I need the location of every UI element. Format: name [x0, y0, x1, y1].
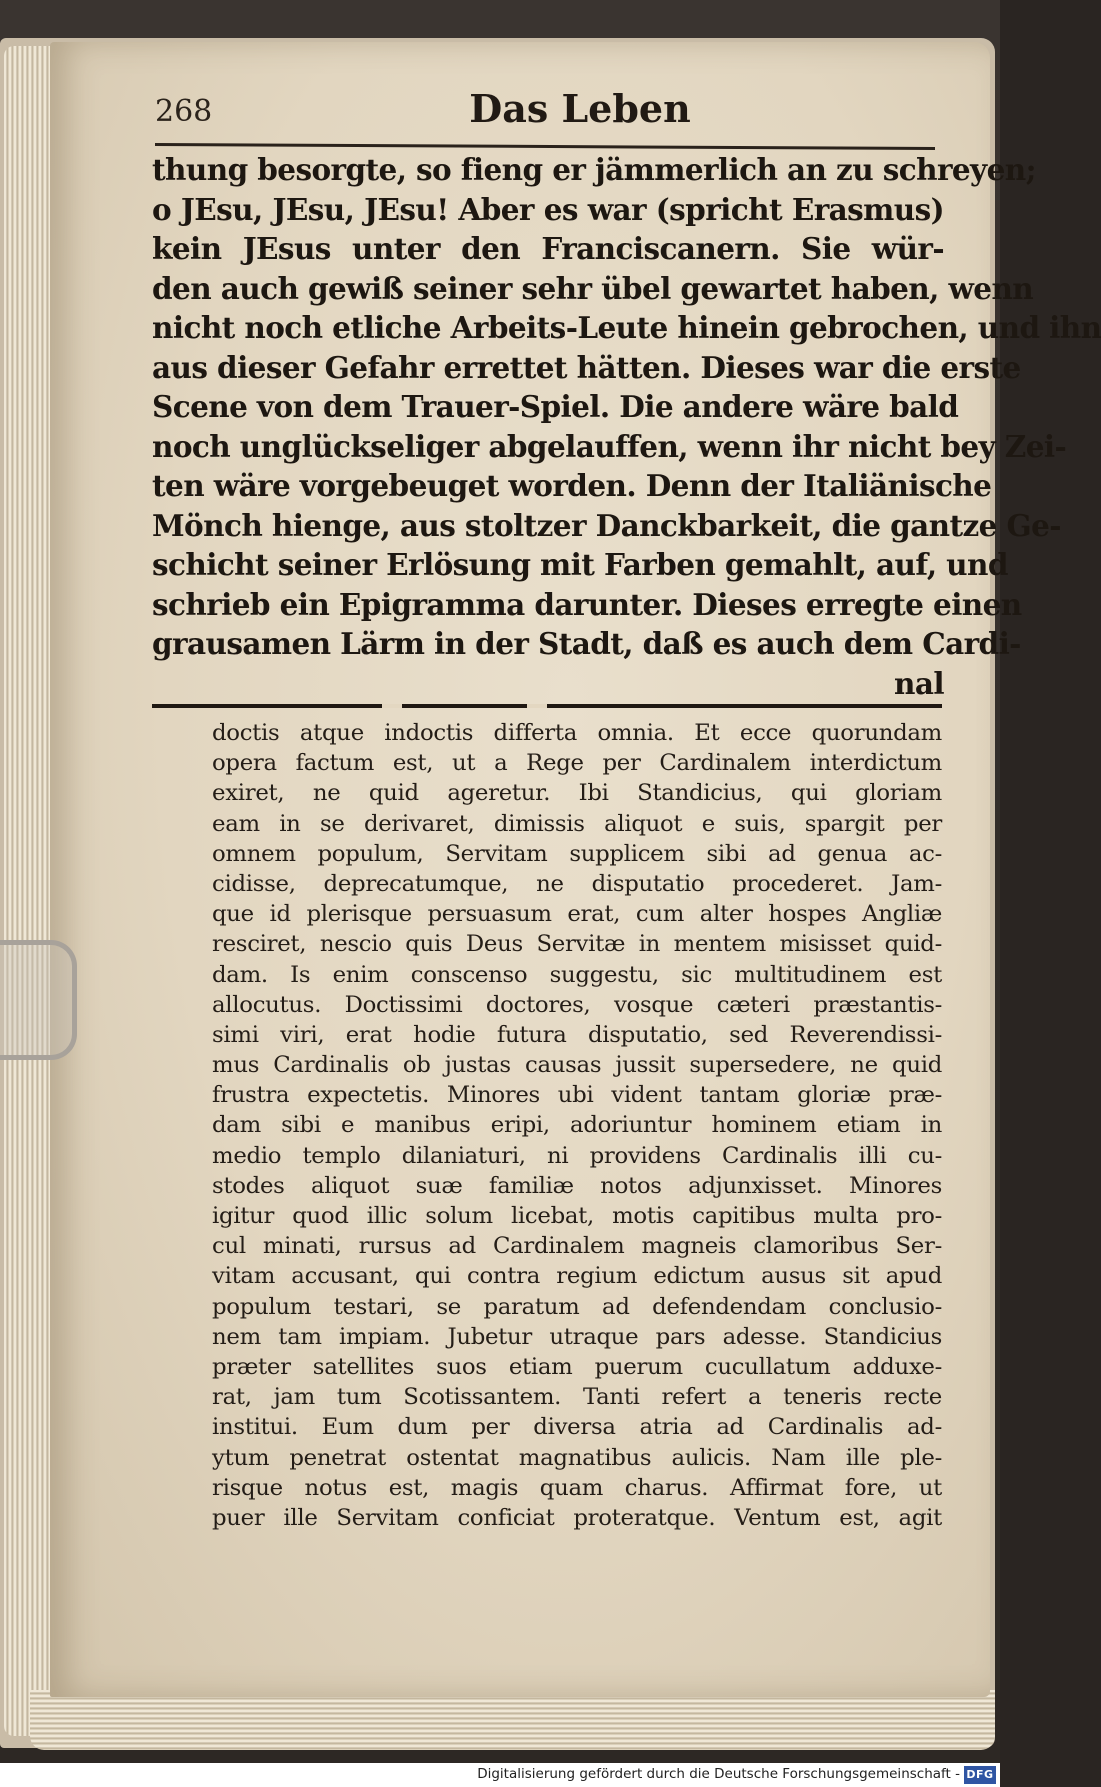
footnote-line: resciret, nescio quis Deus Servitæ in mentem misisset quid-	[212, 931, 942, 958]
page-clip	[0, 940, 77, 1060]
page-edges-left	[4, 46, 52, 1736]
footnote-line: doctis atque indoctis differta omnia. Et ecce quorundam	[212, 720, 942, 746]
digitization-credit-bar	[0, 1763, 1000, 1787]
footnote-line: institui. Eum dum per diversa atria ad Cardinalis ad-	[212, 1414, 942, 1441]
footnote-line: nem tam impiam. Jubetur utraque pars adesse. Standicius	[212, 1323, 942, 1350]
footnote-line: opera factum est, ut a Rege per Cardinalem interdictum	[212, 750, 942, 777]
running-head	[155, 82, 955, 142]
main-text-line: Mönch hienge, aus stoltzer Danckbarkeit, die gantze Ge-	[152, 507, 1061, 543]
main-text-line: Scene von dem Trauer-Spiel. Die andere wäre bald	[152, 389, 959, 424]
main-text-line: ten wäre vorgebeuget worden. Denn der Italiänische	[152, 468, 992, 503]
main-text-line: thung besorgte, so fieng er jämmerlich an zu schreyen;	[152, 152, 1036, 187]
footnote-line: mus Cardinalis ob justas causas jussit supersedere, ne quid	[212, 1052, 942, 1079]
footnote-line: stodes aliquot suæ familiæ notos adjunxisset. Minores	[212, 1172, 942, 1199]
footnote-line: puer ille Servitam conficiat proteratque. Ventum est, agit	[212, 1504, 942, 1531]
running-title: Das Leben	[469, 86, 691, 131]
footnote-line: medio templo dilaniaturi, ni providens Cardinalis illi cu-	[212, 1142, 942, 1169]
main-text-line: schicht seiner Erlösung mit Farben gemahlt, auf, und	[152, 547, 1008, 582]
footnote-line: rat, jam tum Scotissantem. Tanti refert a teneris recte	[212, 1384, 942, 1411]
footnote-line: dam. Is enim conscenso suggestu, sic multitudinem est	[212, 961, 942, 988]
rule-gap	[527, 704, 547, 708]
main-text-line: schrieb ein Epigramma darunter. Dieses erregte einen	[152, 586, 1022, 622]
footnote-line: dam sibi e manibus eripi, adoriuntur hominem etiam in	[212, 1112, 942, 1139]
main-text-line: noch unglückseliger abgelauffen, wenn ihr nicht bey Zei-	[152, 428, 1067, 464]
footnote-line: vitam accusant, qui contra regium edictum ausus sit apud	[212, 1263, 942, 1290]
footnote-line: frustra expectetis. Minores ubi vident tantam gloriæ præ-	[212, 1082, 942, 1109]
footnote-line: populum testari, se paratum ad defendendam conclusio-	[212, 1293, 942, 1320]
footnote-line: igitur quod illic solum licebat, motis capitibus multa pro-	[212, 1203, 942, 1229]
footnote-line: exiret, ne quid ageretur. Ibi Standicius, qui gloriam	[212, 780, 942, 807]
rule-gap	[382, 704, 402, 708]
main-text-block	[152, 150, 1101, 703]
footnote-separator-rule	[152, 704, 942, 708]
main-text-line: aus dieser Gefahr errettet hätten. Dieses war die erste	[152, 349, 1021, 385]
footnote-line: ytum penetrat ostentat magnatibus aulicis. Nam ille ple-	[212, 1444, 942, 1471]
digitization-credit: Digitalisierung gefördert durch die Deutsche Forschungsgemeinschaft -	[477, 1766, 960, 1782]
footnote-line: omnem populum, Servitam supplicem sibi ad genua ac-	[212, 840, 942, 867]
footnote-line: eam in se derivaret, dimissis aliquot e suis, spargit per	[212, 810, 942, 837]
footnote-line: allocutus. Doctissimi doctores, vosque cæteri præstantis-	[212, 991, 942, 1018]
footnote-block	[212, 718, 942, 1533]
main-text-line: o JEsu, JEsu, JEsu! Aber es war (spricht Erasmus)	[152, 191, 944, 227]
footnote-line: præter satellites suos etiam puerum cucullatum adduxe-	[212, 1353, 942, 1380]
footnote-line: cul minati, rursus ad Cardinalem magneis clamoribus Ser-	[212, 1233, 942, 1260]
main-text-line: kein JEsus unter den Franciscanern. Sie wür-	[152, 231, 944, 266]
footnote-line: que id plerisque persuasum erat, cum alter hospes Angliæ	[212, 901, 942, 928]
dfg-logo-icon: DFG	[964, 1766, 996, 1784]
main-text-line: den auch gewiß seiner sehr übel gewartet haben, wenn	[152, 270, 1034, 306]
catchword: nal	[894, 665, 944, 701]
page-number: 268	[155, 94, 213, 129]
main-text-line: grausamen Lärm in der Stadt, daß es auch dem Cardi-	[152, 626, 1021, 661]
footnote-line: cidisse, deprecatumque, ne disputatio procederet. Jam-	[212, 870, 942, 897]
footnote-line: simi viri, erat hodie futura disputatio, sed Reverendissi-	[212, 1021, 942, 1048]
main-text-line: nicht noch etliche Arbeits-Leute hinein gebrochen, und ihn	[152, 310, 1101, 345]
page-edges-bottom	[30, 1690, 995, 1750]
footnote-line: risque notus est, magis quam charus. Affirmat fore, ut	[212, 1474, 942, 1501]
